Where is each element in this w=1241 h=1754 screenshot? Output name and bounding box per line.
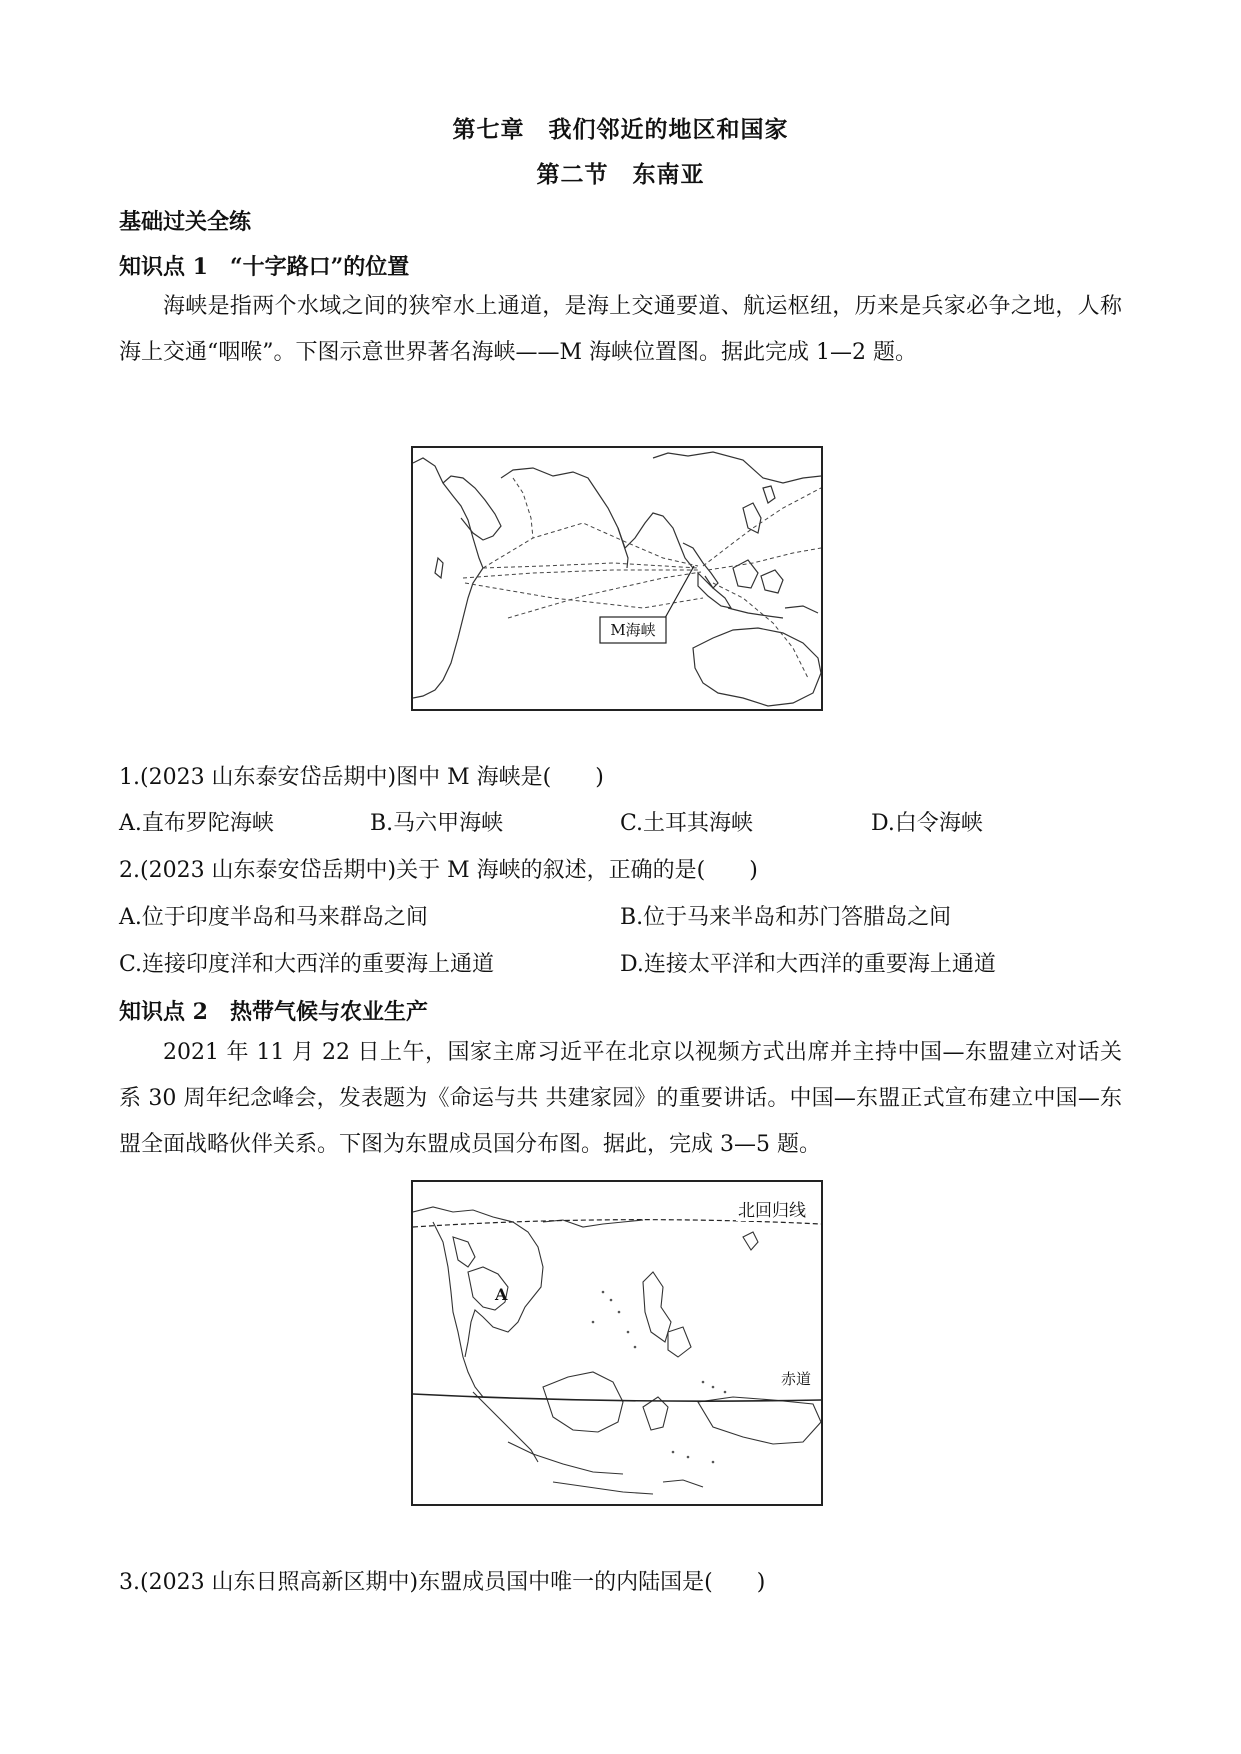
- question-2-option-b[interactable]: B.位于马来半岛和苏门答腊岛之间: [620, 905, 952, 930]
- asean-member-map: [411, 1180, 823, 1506]
- equator-label: 赤道: [781, 1370, 812, 1388]
- question-2-stem: 2.(2023 山东泰安岱岳期中)关于 M 海峡的叙述，正确的是( ): [119, 858, 758, 883]
- coastlines: [413, 452, 821, 706]
- practice-title: 基础过关全练: [119, 209, 252, 235]
- point-a-label: A: [495, 1285, 508, 1304]
- knowledge-point-2-title: 知识点 2 热带气候与农业生产: [119, 999, 428, 1025]
- kp1-intro: 海峡是指两个水域之间的狭窄水上通道，是海上交通要道、航运枢纽，历来是兵家必争之地，人称海上交通“咽喉”。下图示意世界著名海峡——M 海峡位置图。据此完成 1—2 题。: [119, 294, 1122, 365]
- asean-coastlines: [413, 1207, 821, 1494]
- asean-map-drawing: [413, 1182, 821, 1504]
- question-1-option-b[interactable]: B.马六甲海峡: [370, 811, 504, 836]
- knowledge-point-1-title: 知识点 1 “十字路口”的位置: [119, 254, 410, 280]
- question-1-stem: 1.(2023 山东泰安岱岳期中)图中 M 海峡是( ): [119, 765, 604, 790]
- section-title: 第二节 东南亚: [536, 161, 705, 188]
- question-1-option-a[interactable]: A.直布罗陀海峡: [119, 811, 274, 836]
- tropic-of-cancer-label: 北回归线: [736, 1196, 808, 1221]
- question-2-option-c[interactable]: C.连接印度洋和大西洋的重要海上通道: [119, 952, 495, 977]
- question-2-option-a[interactable]: A.位于印度半岛和马来群岛之间: [119, 905, 428, 930]
- strait-m-label: M海峡: [610, 621, 656, 639]
- chapter-title: 第七章 我们邻近的地区和国家: [452, 116, 789, 143]
- question-1-option-c[interactable]: C.土耳其海峡: [620, 811, 754, 836]
- kp2-intro: 2021 年 11 月 22 日上午，国家主席习近平在北京以视频方式出席并主持中国—东盟建立对话关系 30 周年纪念峰会，发表题为《命运与共 共建家园》的重要讲话。中国—东盟正式宣布建立中国—东盟全面战略伙伴关系。下图为东盟成员国分布图。据此，完成 3—5 题。: [119, 1040, 1122, 1157]
- island-dots: [592, 1291, 727, 1464]
- shipping-routes: [463, 478, 821, 678]
- question-2-option-d[interactable]: D.连接太平洋和大西洋的重要海上通道: [620, 952, 996, 977]
- strait-location-map: [411, 446, 823, 711]
- equator-line: [413, 1394, 821, 1401]
- question-3-stem: 3.(2023 山东日照高新区期中)东盟成员国中唯一的内陆国是( ): [119, 1570, 766, 1595]
- question-1-option-d[interactable]: D.白令海峡: [871, 811, 983, 836]
- strait-pointer-line: [665, 566, 694, 618]
- strait-map-drawing: [413, 448, 821, 709]
